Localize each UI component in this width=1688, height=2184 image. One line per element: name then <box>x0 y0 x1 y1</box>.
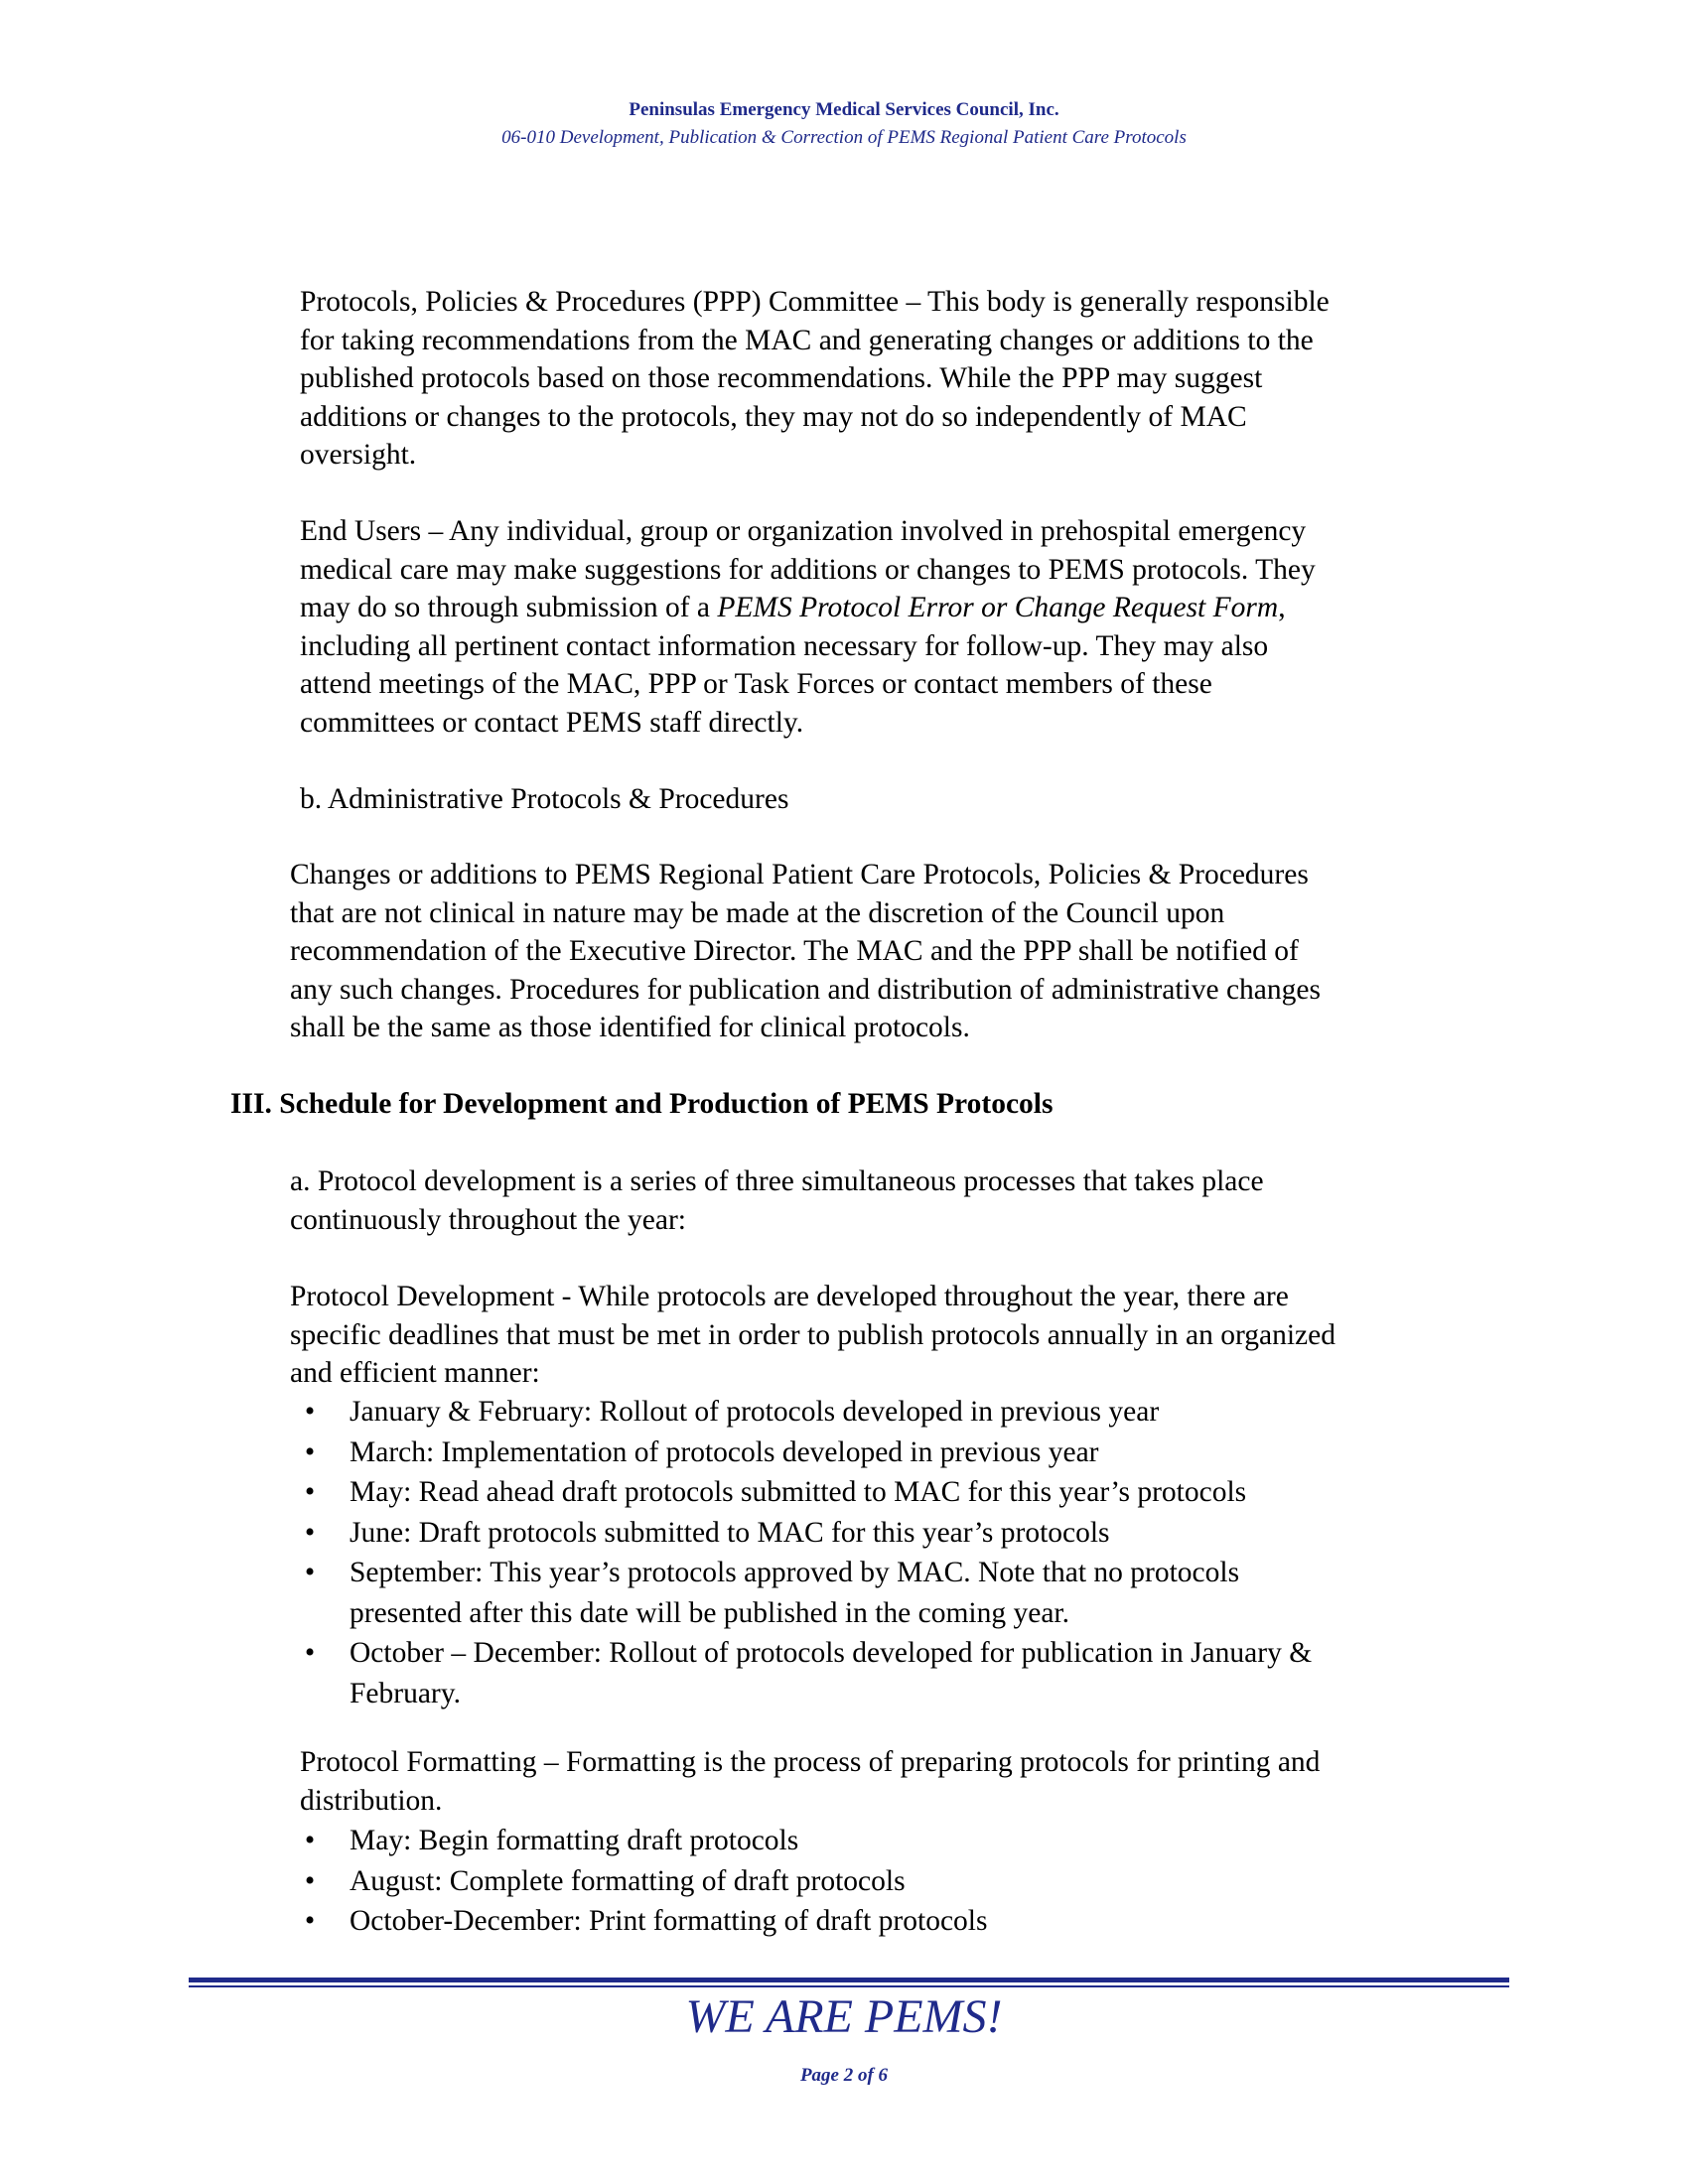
form-name: PEMS Protocol Error or Change Request Form <box>717 592 1279 623</box>
text-line: distribution. <box>300 1784 443 1817</box>
footer-rule <box>189 1978 1509 1982</box>
footer-rule <box>189 1985 1509 1987</box>
bullet-icon: • <box>304 1435 316 1468</box>
development-intro <box>290 1278 1336 1393</box>
organization-name: Peninsulas Emergency Medical Services Council, Inc. <box>629 99 1059 120</box>
text-line: Changes or additions to PEMS Regional Patient Care Protocols, Policies & Procedures <box>290 859 1309 890</box>
text-line: attend meetings of the MAC, PPP or Task Forces or contact members of these <box>300 668 1212 700</box>
text-segment: , <box>1278 592 1286 623</box>
text-line: any such changes. Procedures for publication and distribution of administrative changes <box>290 973 1321 1006</box>
admin-subheading: b. Administrative Protocols & Procedures <box>300 783 789 815</box>
bullet-icon: • <box>304 1825 316 1856</box>
list-item-text: October – December: Rollout of protocols developed for publication in January & <box>350 1637 1313 1669</box>
bullet-icon: • <box>304 1557 316 1588</box>
text-line: a. Protocol development is a series of three simultaneous processes that takes place <box>290 1165 1264 1197</box>
list-item-text: September: This year’s protocols approved by MAC. Note that no protocols <box>350 1557 1240 1588</box>
text-line <box>300 589 1316 627</box>
text-line: End Users – Any individual, group or organization involved in prehospital emergency <box>300 515 1307 547</box>
text-line: including all pertinent contact information necessary for follow-up. They may also <box>300 629 1269 662</box>
document-title: 06-010 Development, Publication & Correction of PEMS Regional Patient Care Protocols <box>501 127 1187 148</box>
list-item-text: March: Implementation of protocols developed in previous year <box>350 1435 1099 1468</box>
list-item <box>300 1472 1481 1513</box>
text-line: oversight. <box>300 439 417 471</box>
list-item-text: June: Draft protocols submitted to MAC for this year’s protocols <box>350 1516 1110 1549</box>
development-schedule-list <box>300 1392 1481 1713</box>
list-item-text: May: Read ahead draft protocols submitted to MAC for this year’s protocols <box>350 1476 1247 1508</box>
text-line: Protocols, Policies & Procedures (PPP) Committee – This body is generally responsible <box>300 286 1330 318</box>
list-item <box>300 1861 1481 1902</box>
bullet-icon: • <box>304 1476 316 1508</box>
page-number: Page 2 of 6 <box>799 2065 889 2086</box>
list-item-text: October-December: Print formatting of draft protocols <box>350 1905 988 1937</box>
text-line: Protocol Development - While protocols are developed throughout the year, there are <box>290 1281 1289 1312</box>
section-heading: III. Schedule for Development and Production of PEMS Protocols <box>230 1088 1054 1120</box>
formatting-schedule-list <box>300 1821 1481 1942</box>
bullet-icon: • <box>304 1637 316 1669</box>
list-item <box>300 1901 1481 1942</box>
end-users-paragraph <box>300 512 1316 742</box>
text-line: committees or contact PEMS staff directly. <box>300 706 804 739</box>
section-intro <box>290 1162 1264 1239</box>
list-item <box>300 1553 1481 1633</box>
bullet-icon: • <box>304 1905 316 1937</box>
text-line: that are not clinical in nature may be made at the discretion of the Council upon <box>290 896 1225 929</box>
list-item <box>300 1633 1481 1713</box>
text-line: additions or changes to the protocols, they may not do so independently of MAC <box>300 400 1247 433</box>
bullet-icon: • <box>304 1864 316 1897</box>
ppp-paragraph <box>300 283 1330 475</box>
list-item <box>300 1513 1481 1554</box>
admin-paragraph <box>290 856 1321 1047</box>
list-item <box>300 1821 1481 1861</box>
text-line: medical care may make suggestions for additions or changes to PEMS protocols. They <box>300 553 1316 586</box>
formatting-intro <box>300 1743 1320 1820</box>
text-line: recommendation of the Executive Director. The MAC and the PPP shall be notified of <box>290 935 1299 967</box>
text-line: continuously throughout the year: <box>290 1203 686 1236</box>
footer-slogan: WE ARE PEMS! <box>685 1990 1003 2043</box>
text-line: published protocols based on those recommendations. While the PPP may suggest <box>300 362 1263 394</box>
text-line: specific deadlines that must be met in order to publish protocols annually in an organized <box>290 1318 1336 1351</box>
list-item-text: May: Begin formatting draft protocols <box>350 1825 799 1856</box>
list-item-text: August: Complete formatting of draft protocols <box>350 1864 906 1897</box>
list-item-text: presented after this date will be published in the coming year. <box>350 1596 1069 1629</box>
text-segment: may do so through submission of a <box>300 592 718 623</box>
list-item-text: February. <box>350 1677 461 1709</box>
list-item <box>300 1433 1481 1473</box>
text-line: for taking recommendations from the MAC and generating changes or additions to the <box>300 324 1314 356</box>
text-line: and efficient manner: <box>290 1357 540 1389</box>
text-line: Protocol Formatting – Formatting is the process of preparing protocols for printing and <box>300 1746 1321 1778</box>
list-item <box>300 1392 1481 1433</box>
bullet-icon: • <box>304 1516 316 1549</box>
list-item-text: January & February: Rollout of protocols developed in previous year <box>350 1396 1160 1428</box>
bullet-icon: • <box>304 1396 316 1428</box>
text-line: shall be the same as those identified for clinical protocols. <box>290 1012 970 1043</box>
